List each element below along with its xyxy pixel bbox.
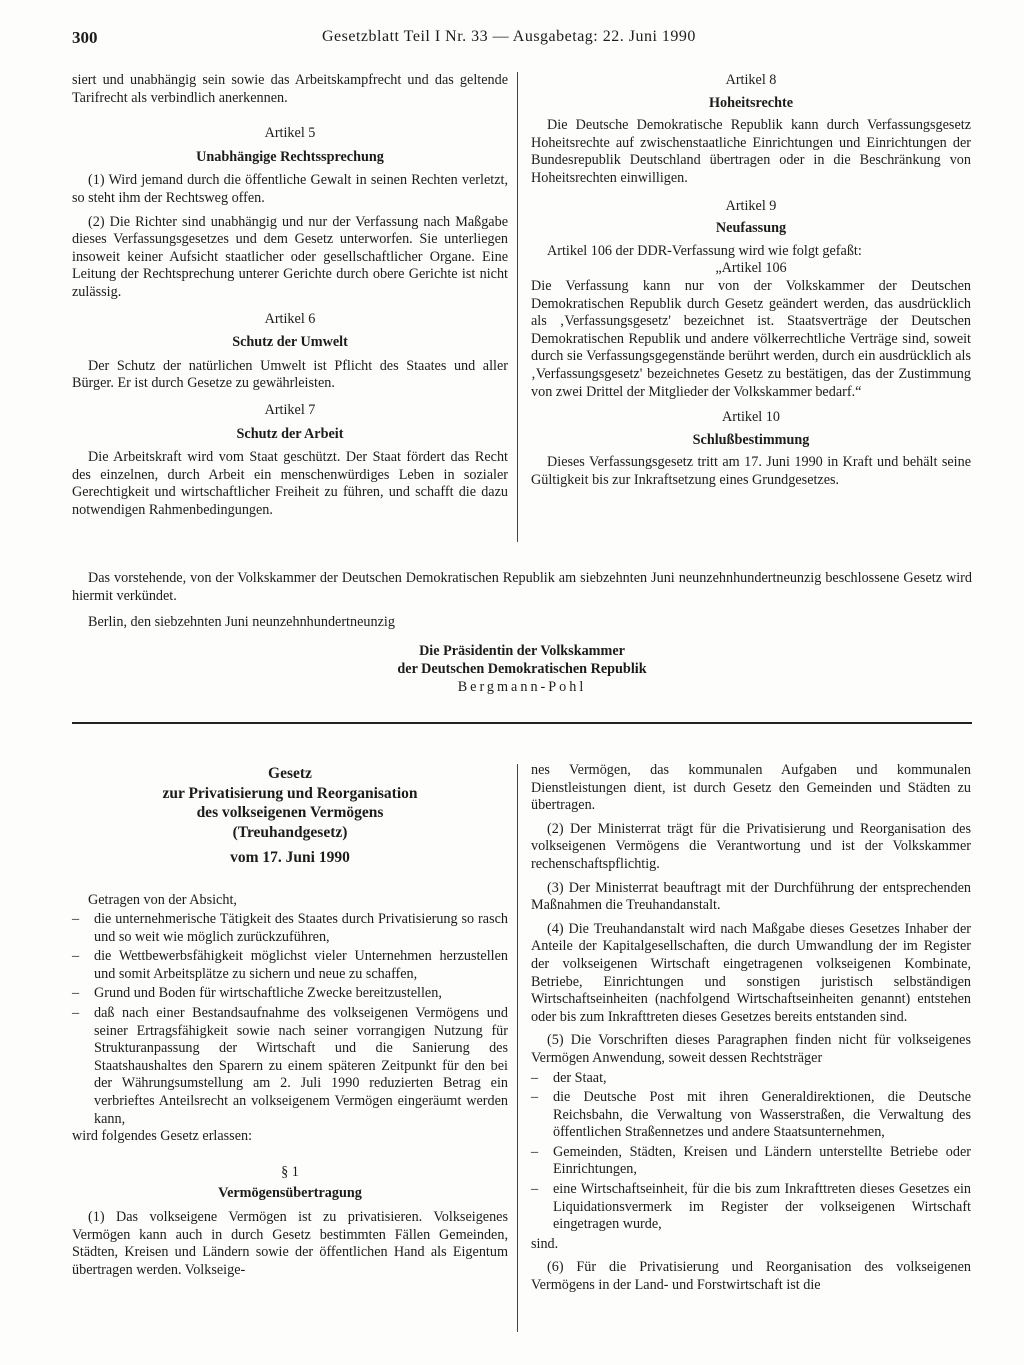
exception-item-text: der Staat, [553,1069,607,1086]
sind-text: sind. [531,1235,559,1252]
article-5-label: Artikel 5 [264,125,316,142]
signatory-title-2: der Deutschen Demokratischen Republik [397,661,647,677]
preamble-item [72,911,508,946]
preamble-intro: Getragen von der Absicht, [88,891,237,908]
promulgation [72,569,972,631]
preamble-item [72,948,508,983]
place-date: Berlin, den siebzehnten Juni neunzehnhundertneunzig [88,614,395,630]
law-title-1: Gesetz [268,765,312,782]
top-left-column [72,72,508,519]
promulgation-text: Das vorstehende, von der Volkskammer der Deutschen Demokratischen Republik am siebzehnten Juni neunzehnhundertneunzig beschlossene Gesetz wird hiermit verkündet. [72,570,972,604]
preamble-item-text: daß nach einer Bestandsaufnahme des volkseigenen Vermögens und seiner Ertragsfähigkeit sowie nach seiner vorrangigen Nutzung für Strukturanpassung der Wirtschaft und die Sanierung des Staatshaushaltes den Sparern zu einem späteren Zeitpunkt für den bei der Währungsumstellung am 2. Juli 1990 reduzierten Betrag ein verbrieftes Anteilsrecht an volkseigenem Vermögen eingeräumt werden kann, [94,1005,508,1127]
article-8-label: Artikel 8 [725,72,777,88]
exception-item [531,1181,971,1234]
continuation-text: siert und unabhängig sein sowie das Arbeitskampfrecht und das geltende Tarifrecht als verbindlich anerkennen. [72,72,508,106]
article-9-intro: Artikel 106 der DDR-Verfassung wird wie folgt gefaßt: [547,242,862,259]
article-6-paragraph: Der Schutz der natürlichen Umwelt ist Pflicht des Staates und aller Bürger. Er ist durch Gesetze zu gewährleisten. [72,357,508,392]
signatory-title-1: Die Präsidentin der Volkskammer [419,643,625,659]
article-7-paragraph: Die Arbeitskraft wird vom Staat geschützt. Der Staat fördert das Recht des einzelnen, durch Arbeit ein menschenwürdiges Leben in sozialer Gerechtigkeit und wirtschaftlicher Freiheit zu führen, und schafft die dazu notwendigen Rahmenbedingungen. [72,449,508,518]
bottom-right-column [531,762,971,1295]
preamble-item-text: Grund und Boden für wirtschaftliche Zwecke bereitzustellen, [94,985,442,1002]
article-7-title: Schutz der Arbeit [236,425,344,442]
page-header [72,28,972,52]
law-date: vom 17. Juni 1990 [230,849,350,866]
section-1-title: Vermögensübertragung [218,1185,362,1202]
article-5-paragraph-1: (1) Wird jemand durch die öffentliche Gewalt in seinen Rechten verletzt, so steht ihm der Rechtsweg offen. [72,172,508,206]
preamble-item [72,985,508,1003]
enactment-clause: wird folgendes Gesetz erlassen: [72,1128,253,1145]
law-title-3: des volkseigenen Vermögens [196,804,384,821]
exception-item-text: Gemeinden, Städten, Kreisen und Ländern unterstellte Betriebe oder Einrichtungen, [553,1143,971,1178]
column-divider-top [517,72,518,542]
signature-block [72,642,972,696]
dash-mark: – [531,1069,539,1086]
section-1-label: § 1 [281,1163,299,1180]
exception-item-text: die Deutsche Post mit ihren Generaldirektionen, die Deutsche Reichsbahn, die Verwaltung von Wasserstraßen, die Verwaltung des öffentlichen Straßennetzes und andere Staatsunternehmen, [553,1089,971,1141]
section-1-paragraph-4: (4) Die Treuhandanstalt wird nach Maßgabe dieses Gesetzes Inhaber der Anteile der Kapitalgesellschaften, die durch Umwandlung der im Register der volkseigenen Wirtschaft eingetragenen volkseigenen Kombinate, Betriebe, Einrichtungen und sonstigen juristisch selbständigen Wirtschaftseinheiten (nachfolgend Wirtschaftseinheiten genannt) entstehen oder bis zum Inkrafttreten dieses Gesetzes bereits entstanden sind. [531,920,971,1025]
exception-item [531,1070,971,1088]
section-1-paragraph-1: (1) Das volkseigene Vermögen ist zu privatisieren. Volkseigenes Vermögen kann auch in durch Gesetz bestimmten Fällen Gemeinden, Städten, Kreisen und Ländern sowie der öffentlichen Hand als Eigentum übertragen werden. Volkseige- [72,1209,508,1278]
running-title: Gesetzblatt Teil I Nr. 33 — Ausgabetag: 22. Juni 1990 [322,28,696,45]
section-divider [72,722,972,724]
continuation-text: nes Vermögen, das kommunalen Aufgaben und kommunalen Dienstleistungen dient, ist durch Gesetz den Gemeinden und Städten zu übertragen. [531,762,971,814]
section-1-paragraph-5: (5) Die Vorschriften dieses Paragraphen finden nicht für volkseigenes Vermögen Anwendung, soweit dessen Rechtsträger [531,1032,971,1066]
law-title-2: zur Privatisierung und Reorganisation [162,784,418,802]
article-9-title: Neufassung [715,220,787,237]
top-right-column [531,72,971,489]
article-7-label: Artikel 7 [264,401,316,418]
section-1-paragraph-3: (3) Der Ministerrat beauftragt mit der Durchführung der entsprechenden Maßnahmen die Treuhandanstalt. [531,879,971,914]
section-1-paragraph-6: (6) Für die Privatisierung und Reorganisation des volkseigenen Vermögens in der Land- und Forstwirtschaft ist die [531,1259,971,1294]
article-106-label: „Artikel 106 [715,260,787,277]
exception-item-text: eine Wirtschaftseinheit, für die bis zum Inkrafttreten dieses Gesetzes ein Liquidationsvermerk im Register der volkseigenen Wirtschaft eingetragen wurde, [553,1181,971,1233]
preamble-item [72,1005,508,1128]
dash-mark: – [531,1143,539,1160]
dash-mark: – [72,948,80,965]
article-5-title: Unabhängige Rechtssprechung [196,148,384,165]
column-divider-bottom [517,764,518,1332]
article-5-paragraph-2: (2) Die Richter sind unabhängig und nur der Verfassung nach Maßgabe dieses Verfassungsgesetzes und dem Gesetz unterworfen. Sie unterliegen insoweit keiner Aufsicht staatlicher oder gesellschaftlicher Organe. Eine Leitung der Rechtsprechung unterer Gerichte durch obere Gerichte ist nicht zulässig. [72,213,508,300]
article-10-paragraph: Dieses Verfassungsgesetz tritt am 17. Juni 1990 in Kraft und behält seine Gültigkeit bis zur Inkraftsetzung eines Grundgesetzes. [531,454,971,488]
article-8-paragraph: Die Deutsche Demokratische Republik kann durch Verfassungsgesetz Hoheitsrechte auf zwischenstaatliche Einrichtungen und Einrichtungen der Bundesrepublik Deutschland übertragen oder in die Beschränkung von Hoheitsrechten einwilligen. [531,117,971,186]
article-10-title: Schlußbestimmung [692,431,810,448]
article-9-label: Artikel 9 [725,197,777,214]
dash-mark: – [72,911,80,928]
dash-mark: – [72,1005,80,1022]
article-6-title: Schutz der Umwelt [232,334,348,351]
exception-item [531,1144,971,1179]
law-title-4: (Treuhandgesetz) [232,823,348,841]
dash-mark: – [531,1181,539,1198]
page-number: 300 [72,28,98,47]
article-106-text: Die Verfassung kann nur von der Volkskammer der Deutschen Demokratischen Republik durch Gesetz geändert werden, das ausdrücklich als ‚Verfassungsgesetz' bezeichnet ist. Staatsverträge der Deutschen Demokratischen Republik und andere völkerrechtliche Verträge sind, soweit durch sie Verfassungsgegenstände berührt werden, durch ein ausdrücklich als ‚Verfassungsgesetz' bezeichnetes Gesetz zu bestätigen, das der Zustimmung von zwei Drittel der Mitglieder der Volkskammer bedarf.“ [531,277,971,400]
article-8-title: Hoheitsrechte [708,94,794,111]
article-10-label: Artikel 10 [722,409,780,426]
preamble-item-text: die Wettbewerbsfähigkeit möglichst vieler Unternehmen herzustellen und somit Arbeitsplätze zu sichern und neue zu schaffen, [94,948,508,982]
bottom-left-column [72,764,508,1279]
signatory-name: Bergmann-Pohl [457,679,587,695]
dash-mark: – [72,985,80,1002]
preamble-item-text: die unternehmerische Tätigkeit des Staates durch Privatisierung so rasch und so weit wie möglich zurückzuführen, [94,911,508,945]
section-1-paragraph-2: (2) Der Ministerrat trägt für die Privatisierung und Reorganisation des volkseigenen Vermögens die Verantwortung und ist der Volkskammer rechenschaftspflichtig. [531,820,971,872]
dash-mark: – [531,1089,539,1106]
exception-item [531,1089,971,1142]
article-6-label: Artikel 6 [264,310,316,327]
